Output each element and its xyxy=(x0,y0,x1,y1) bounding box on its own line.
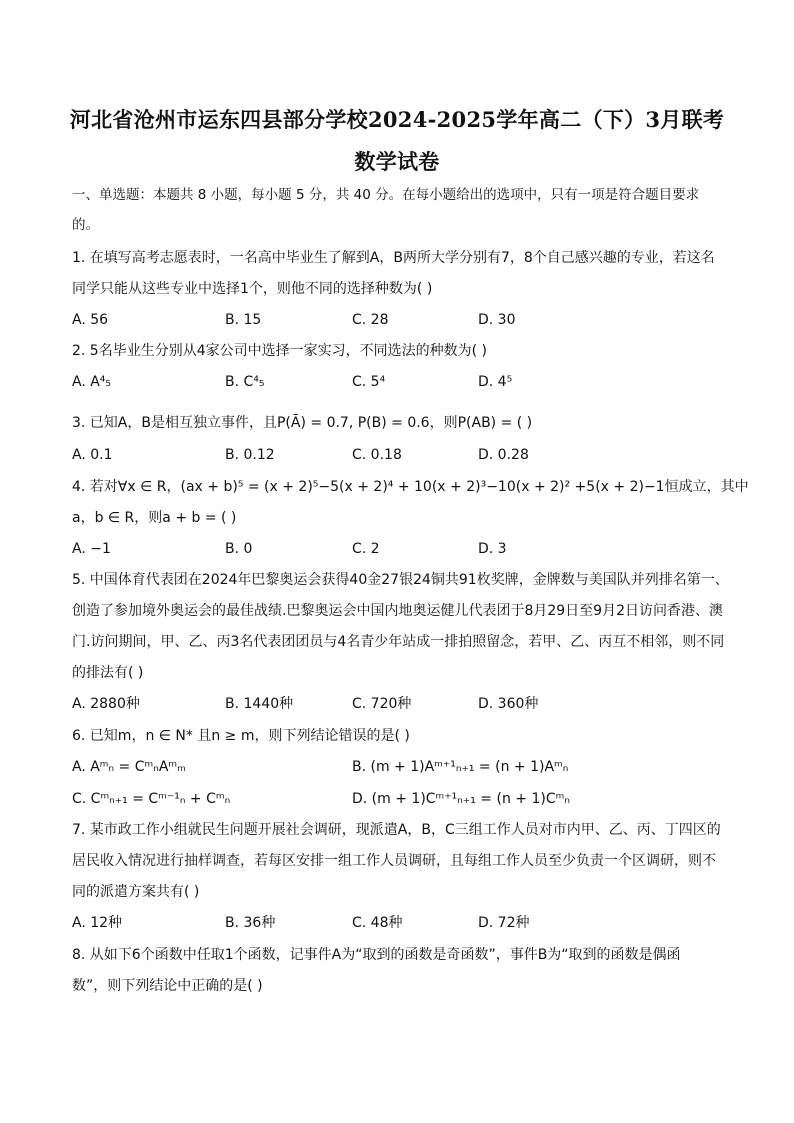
q3-option-a: A. 0.1 xyxy=(72,447,113,463)
q5-option-d: D. 360种 xyxy=(478,696,539,712)
question-1-text-cont: 同学只能从这些专业中选择1个，则他不同的选择种数为( ) xyxy=(72,281,433,297)
q7-option-b: B. 36种 xyxy=(225,915,276,931)
q3-option-c: C. 0.18 xyxy=(352,447,402,463)
q4-option-d: D. 3 xyxy=(478,541,507,557)
question-8-text: 8. 从如下6个函数中任取1个函数，记事件A为“取到的函数是奇函数”，事件B为“取到的函数是偶函 xyxy=(72,947,681,963)
q7-option-d: D. 72种 xyxy=(478,915,530,931)
q4-option-a: A. −1 xyxy=(72,541,111,557)
q1-option-a: A. 56 xyxy=(72,312,109,328)
q6-option-d: D. (m + 1)Cᵐ⁺¹ₙ₊₁ = (n + 1)Cᵐₙ xyxy=(352,791,570,807)
q4-option-b: B. 0 xyxy=(225,541,253,557)
q5-option-b: B. 1440种 xyxy=(225,696,294,712)
exam-subtitle: 数学试卷 xyxy=(354,149,440,174)
question-5-text-cont-2: 门.访问期间，甲、乙、丙3名代表团团员与4名青少年站成一排拍照留念，若甲、乙、丙互不相邻，则不同 xyxy=(72,634,725,650)
question-7-text: 7. 某市政工作小组就民生问题开展社会调研，现派遣A，B，C三组工作人员对市内甲、乙、丙、丁四区的 xyxy=(72,822,721,838)
q4-option-c: C. 2 xyxy=(352,541,380,557)
q2-option-b: B. C⁴₅ xyxy=(225,374,265,390)
exam-title: 河北省沧州市运东四县部分学校2024-2025学年高二（下）3月联考 xyxy=(69,107,725,132)
question-7-text-cont-2: 同的派遣方案共有( ) xyxy=(72,884,200,900)
question-7-text-cont-1: 居民收入情况进行抽样调查，若每区安排一组工作人员调研，且每组工作人员至少负责一个区调研，则不 xyxy=(72,853,716,869)
q1-option-d: D. 30 xyxy=(478,312,516,328)
q1-option-c: C. 28 xyxy=(352,312,389,328)
question-3-text: 3. 已知A，B是相互独立事件，且P(Ā) = 0.7, P(B) = 0.6，则P(AB) = ( ) xyxy=(72,415,533,431)
question-5-text-cont-3: 的排法有( ) xyxy=(72,665,144,681)
question-5-text-cont-1: 创造了参加境外奥运会的最佳战绩.巴黎奥运会中国内地奥运健儿代表团于8月29日至9月2日访问香港、澳 xyxy=(72,603,723,619)
q2-option-d: D. 4⁵ xyxy=(478,374,513,390)
question-1-text: 1. 在填写高考志愿表时，一名高中毕业生了解到A，B两所大学分别有7，8个自己感兴趣的专业，若这名 xyxy=(72,250,715,266)
q7-option-a: A. 12种 xyxy=(72,915,123,931)
question-6-text: 6. 已知m，n ∈ N* 且n ≥ m，则下列结论错误的是( ) xyxy=(72,728,410,744)
q2-option-c: C. 5⁴ xyxy=(352,374,386,390)
section-heading: 一、单选题：本题共 8 小题，每小题 5 分，共 40 分。在每小题给出的选项中，只有一项是符合题目要求 xyxy=(72,187,700,203)
question-8-text-cont: 数”，则下列结论中正确的是( ) xyxy=(72,978,263,994)
q2-option-a: A. A⁴₅ xyxy=(72,374,112,390)
q6-option-a: A. Aᵐₙ = CᵐₙAᵐₘ xyxy=(72,759,186,775)
q5-option-c: C. 720种 xyxy=(352,696,412,712)
q6-option-c: C. Cᵐₙ₊₁ = Cᵐ⁻¹ₙ + Cᵐₙ xyxy=(72,791,231,807)
question-4-text: 4. 若对∀x ∈ R，(ax + b)⁵ = (x + 2)⁵−5(x + 2)⁴ + 10(x + 2)³−10(x + 2)² +5(x + 2)−1恒成立，其中 xyxy=(72,479,749,495)
q3-option-b: B. 0.12 xyxy=(225,447,275,463)
q7-option-c: C. 48种 xyxy=(352,915,403,931)
question-2-text: 2. 5名毕业生分别从4家公司中选择一家实习，不同选法的种数为( ) xyxy=(72,343,487,359)
q1-option-b: B. 15 xyxy=(225,312,262,328)
question-4-text-cont: a，b ∈ R，则a + b = ( ) xyxy=(72,510,237,526)
q6-option-b: B. (m + 1)Aᵐ⁺¹ₙ₊₁ = (n + 1)Aᵐₙ xyxy=(352,759,569,775)
q3-option-d: D. 0.28 xyxy=(478,447,529,463)
section-heading-cont: 的。 xyxy=(72,217,99,233)
q5-option-a: A. 2880种 xyxy=(72,696,140,712)
question-5-text: 5. 中国体育代表团在2024年巴黎奥运会获得40金27银24铜共91枚奖牌，金牌数与美国队并列排名第一、 xyxy=(72,572,729,588)
